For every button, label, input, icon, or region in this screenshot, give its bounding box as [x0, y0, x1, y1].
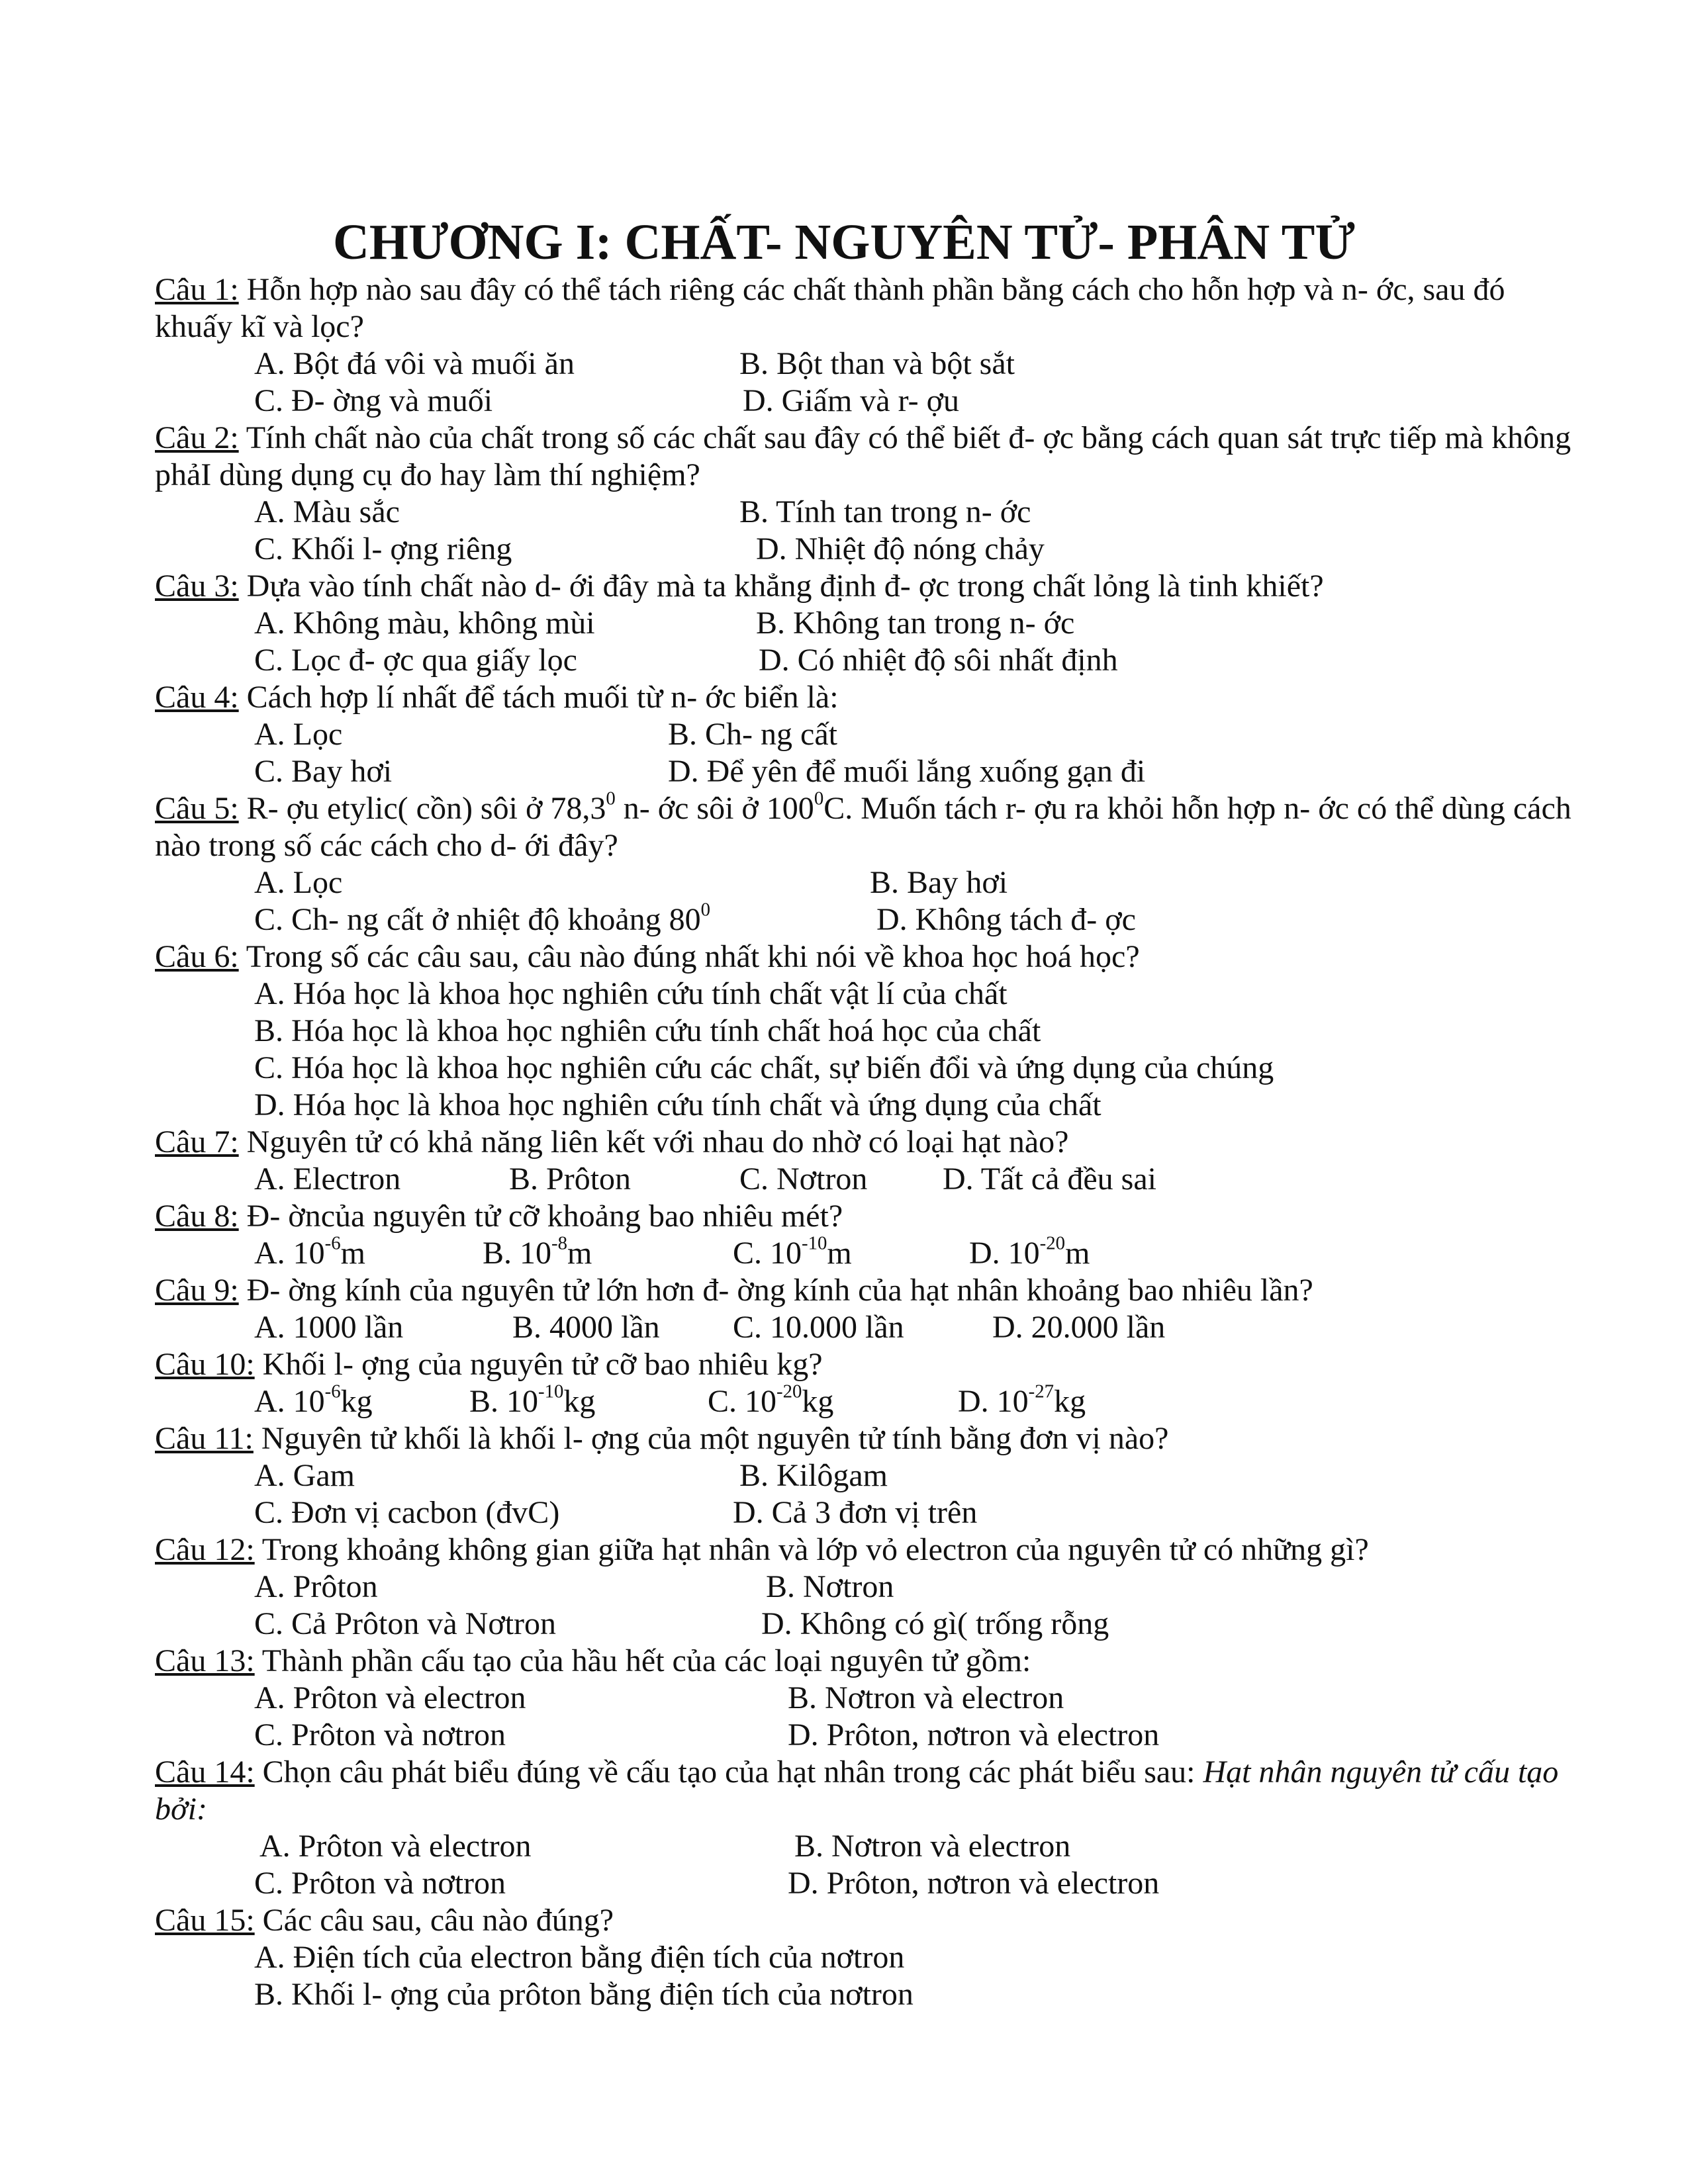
q12-option-c: C. Cả Prôton và Nơtron	[254, 1606, 557, 1641]
q4-option-c: C. Bay hơi	[254, 754, 393, 789]
q8-option-b-exponent: -8	[551, 1232, 568, 1254]
q11-option-d: D. Cả 3 đơn vị trên	[733, 1495, 978, 1530]
q11-option-b: B. Kilôgam	[739, 1458, 888, 1493]
q9-option-a: A. 1000 lần	[254, 1310, 404, 1345]
q15-option-b: B. Khối l- ợng của prôton bằng điện tích của nơtron	[254, 1977, 914, 2012]
q10-option-a	[254, 1383, 373, 1420]
q8-option-c-base: C. 10	[733, 1236, 802, 1271]
q13-option-c: C. Prôton và nơtron	[254, 1717, 506, 1752]
q10-option-c	[708, 1383, 833, 1420]
q10-option-b-unit: kg	[563, 1384, 596, 1419]
question-5-text-a: R- ợu etylic( cồn) sôi ở 78,3	[246, 791, 606, 826]
q9-option-c: C. 10.000 lần	[733, 1310, 904, 1345]
question-1-options-row-2	[155, 383, 1571, 420]
q10-option-c-unit: kg	[802, 1384, 834, 1419]
question-14-text-italic: Hạt nhân nguyên tử cấu tạo bởi:	[155, 1754, 1559, 1827]
question-15	[155, 1902, 1571, 1939]
q7-option-b: B. Prôton	[509, 1161, 632, 1197]
question-3-text: Dựa vào tính chất nào d- ới đây mà ta khẳng định đ- ợc trong chất lỏng là tinh khiết?	[246, 569, 1324, 604]
q8-option-d	[969, 1232, 1090, 1272]
question-7	[155, 1124, 1571, 1161]
q7-option-c: C. Nơtron	[739, 1161, 868, 1197]
question-1-label: Câu 1:	[155, 272, 239, 307]
question-5-sup-a: 0	[606, 788, 616, 809]
q8-option-a-exponent: -6	[324, 1232, 341, 1254]
question-10-options-row	[155, 1383, 1571, 1420]
q4-option-b: B. Ch- ng cất	[668, 717, 837, 752]
question-5-text-b: n- ớc sôi ở 100	[615, 791, 814, 826]
question-11-text: Nguyên tử khối là khối l- ợng của một nguyên tử tính bằng đơn vị nào?	[261, 1421, 1169, 1456]
question-10	[155, 1346, 1571, 1383]
q10-option-a-unit: kg	[340, 1384, 373, 1419]
q3-option-c: C. Lọc đ- ợc qua giấy lọc	[254, 643, 577, 678]
question-5-text-c: C. Muốn tách r- ợu ra khỏi hỗn hợp n- ớc có thể dùng cách nào trong số các cách cho d- ới đây?	[155, 791, 1571, 863]
question-2	[155, 420, 1571, 494]
q8-option-a-unit: m	[340, 1236, 366, 1271]
q2-option-a: A. Màu sắc	[254, 494, 400, 529]
q14-option-d: D. Prôton, nơtron và electron	[788, 1866, 1160, 1901]
q14-option-c: C. Prôton và nơtron	[254, 1866, 506, 1901]
q11-option-c: C. Đơn vị cacbon (đvC)	[254, 1495, 560, 1530]
q5-option-d: D. Không tách đ- ợc	[876, 902, 1136, 937]
question-11-label: Câu 11:	[155, 1421, 254, 1456]
question-5-sup-b: 0	[814, 788, 824, 809]
question-13-options-row-2	[155, 1717, 1571, 1754]
q12-option-b: B. Nơtron	[766, 1569, 894, 1604]
q10-option-b	[469, 1383, 595, 1420]
q4-option-d: D. Để yên để muối lắng xuống gạn đi	[668, 754, 1146, 789]
q15-option-a: A. Điện tích của electron bằng điện tích của nơtron	[254, 1940, 905, 1975]
question-3-options-row-2	[155, 642, 1571, 679]
question-5	[155, 790, 1571, 864]
q2-option-b: B. Tính tan trong n- ớc	[739, 494, 1031, 529]
question-11	[155, 1420, 1571, 1457]
question-14-options-row-1	[155, 1828, 1571, 1865]
question-4-text: Cách hợp lí nhất để tách muối từ n- ớc biển là:	[246, 680, 839, 715]
question-10-label: Câu 10:	[155, 1347, 255, 1382]
q1-option-b: B. Bột than và bột sắt	[739, 346, 1015, 381]
q10-option-d-base: D. 10	[958, 1384, 1029, 1419]
question-3-options-row-1	[155, 605, 1571, 642]
question-5-label: Câu 5:	[155, 791, 239, 826]
q10-option-c-base: C. 10	[708, 1384, 777, 1419]
q13-option-d: D. Prôton, nơtron và electron	[788, 1717, 1160, 1752]
question-15-label: Câu 15:	[155, 1903, 255, 1938]
question-5-options-row-2	[155, 901, 1571, 938]
q8-option-b	[483, 1232, 592, 1272]
q1-option-d: D. Giấm và r- ợu	[743, 383, 959, 418]
q11-option-a: A. Gam	[254, 1458, 355, 1493]
question-4-label: Câu 4:	[155, 680, 239, 715]
question-3	[155, 568, 1571, 605]
question-14	[155, 1754, 1571, 1828]
q1-option-c: C. Đ- ờng và muối	[254, 383, 493, 418]
question-4-options-row-2	[155, 753, 1571, 790]
question-11-options-row-2	[155, 1494, 1571, 1531]
q5-option-c	[254, 901, 710, 938]
q5-option-c-sup: 0	[700, 899, 711, 921]
question-1	[155, 271, 1571, 345]
question-5-options-row-1	[155, 864, 1571, 901]
q6-option-a: A. Hóa học là khoa học nghiên cứu tính chất vật lí của chất	[254, 976, 1008, 1011]
question-14-options-row-2	[155, 1865, 1571, 1902]
question-6-option-a-row	[155, 976, 1571, 1013]
question-12	[155, 1531, 1571, 1569]
question-7-options-row	[155, 1161, 1571, 1198]
q3-option-a: A. Không màu, không mùi	[254, 606, 595, 641]
question-9-options-row	[155, 1309, 1571, 1346]
question-6-option-c-row	[155, 1050, 1571, 1087]
question-7-label: Câu 7:	[155, 1124, 239, 1160]
question-12-options-row-2	[155, 1606, 1571, 1643]
question-7-text: Nguyên tử có khả năng liên kết với nhau do nhờ có loại hạt nào?	[246, 1124, 1069, 1160]
question-9-text: Đ- ờng kính của nguyên tử lớn hơn đ- ờng kính của hạt nhân khoảng bao nhiêu lần?	[246, 1273, 1313, 1308]
q2-option-c: C. Khối l- ợng riêng	[254, 531, 512, 567]
question-2-options-row-2	[155, 531, 1571, 568]
q12-option-a: A. Prôton	[254, 1569, 378, 1604]
q6-option-b: B. Hóa học là khoa học nghiên cứu tính chất hoá học của chất	[254, 1013, 1041, 1048]
question-4-options-row-1	[155, 716, 1571, 753]
question-8-options-row	[155, 1232, 1571, 1272]
q13-option-b: B. Nơtron và electron	[788, 1680, 1064, 1715]
q8-option-c	[733, 1232, 852, 1272]
question-8	[155, 1198, 1571, 1235]
q14-option-a: A. Prôton và electron	[259, 1829, 532, 1864]
question-12-text: Trong khoảng không gian giữa hạt nhân và lớp vỏ electron của nguyên tử có những gì?	[261, 1532, 1369, 1567]
question-1-options-row-1	[155, 345, 1571, 383]
q8-option-c-exponent: -10	[802, 1232, 827, 1254]
question-8-label: Câu 8:	[155, 1199, 239, 1234]
question-6-option-d-row	[155, 1087, 1571, 1124]
question-4	[155, 679, 1571, 716]
q8-option-d-unit: m	[1065, 1236, 1090, 1271]
question-1-text: Hỗn hợp nào sau đây có thể tách riêng các chất thành phần bằng cách cho hỗn hợp và n- ớc, sau đó khuấy kĩ và lọc?	[155, 272, 1505, 344]
q13-option-a: A. Prôton và electron	[254, 1680, 526, 1715]
q8-option-a	[254, 1232, 366, 1272]
q2-option-d: D. Nhiệt độ nóng chảy	[756, 531, 1045, 567]
question-8-text: Đ- ờncủa nguyên tử cỡ khoảng bao nhiêu mét?	[246, 1199, 843, 1234]
question-2-options-row-1	[155, 494, 1571, 531]
question-13	[155, 1643, 1571, 1680]
question-3-label: Câu 3:	[155, 569, 239, 604]
question-14-label: Câu 14:	[155, 1754, 255, 1790]
question-2-text: Tính chất nào của chất trong số các chất sau đây có thể biết đ- ợc bằng cách quan sát trực tiếp mà không phảI dùng dụng cụ đo hay làm thí nghiệm?	[155, 420, 1571, 492]
q7-option-a: A. Electron	[254, 1161, 401, 1197]
q8-option-d-exponent: -20	[1039, 1232, 1066, 1254]
question-12-label: Câu 12:	[155, 1532, 255, 1567]
q5-option-c-text: C. Ch- ng cất ở nhiệt độ khoảng 80	[254, 902, 701, 937]
q5-option-a: A. Lọc	[254, 865, 343, 900]
question-14-text: Chọn câu phát biểu đúng về cấu tạo của hạt nhân trong các phát biểu sau:	[262, 1754, 1203, 1790]
question-15-option-a-row	[155, 1939, 1571, 1976]
question-15-option-b-row	[155, 1976, 1571, 2013]
question-6-option-b-row	[155, 1013, 1571, 1050]
question-6-label: Câu 6:	[155, 939, 239, 974]
question-list	[155, 271, 1571, 2013]
q12-option-d: D. Không có gì( trống rỗng	[761, 1606, 1109, 1641]
q10-option-b-exponent: -10	[538, 1381, 564, 1402]
q14-option-b: B. Nơtron và electron	[794, 1829, 1071, 1864]
q10-option-a-base: A. 10	[254, 1384, 325, 1419]
question-13-options-row-1	[155, 1680, 1571, 1717]
q5-option-b: B. Bay hơi	[870, 865, 1008, 900]
q10-option-a-exponent: -6	[324, 1381, 341, 1402]
question-10-text: Khối l- ợng của nguyên tử cỡ bao nhiêu kg?	[262, 1347, 823, 1382]
q6-option-d: D. Hóa học là khoa học nghiên cứu tính chất và ứng dụng của chất	[254, 1087, 1102, 1122]
question-6	[155, 938, 1571, 976]
q8-option-b-base: B. 10	[483, 1236, 552, 1271]
q10-option-d	[958, 1383, 1086, 1420]
question-13-label: Câu 13:	[155, 1643, 255, 1678]
q1-option-a: A. Bột đá vôi và muối ăn	[254, 346, 575, 381]
q8-option-c-unit: m	[827, 1236, 852, 1271]
question-11-options-row-1	[155, 1457, 1571, 1494]
question-12-options-row-1	[155, 1569, 1571, 1606]
q8-option-b-unit: m	[567, 1236, 592, 1271]
q9-option-b: B. 4000 lần	[512, 1310, 660, 1345]
question-2-label: Câu 2:	[155, 420, 239, 455]
question-6-text: Trong số các câu sau, câu nào đúng nhất khi nói về khoa học hoá học?	[246, 939, 1140, 974]
question-9-label: Câu 9:	[155, 1273, 239, 1308]
question-9	[155, 1272, 1571, 1309]
q3-option-b: B. Không tan trong n- ớc	[756, 606, 1075, 641]
q9-option-d: D. 20.000 lần	[992, 1310, 1166, 1345]
q3-option-d: D. Có nhiệt độ sôi nhất định	[759, 643, 1118, 678]
q10-option-d-unit: kg	[1054, 1384, 1086, 1419]
q7-option-d: D. Tất cả đều sai	[943, 1161, 1156, 1197]
q10-option-d-exponent: -27	[1028, 1381, 1055, 1402]
q10-option-b-base: B. 10	[469, 1384, 539, 1419]
q8-option-a-base: A. 10	[254, 1236, 325, 1271]
q8-option-d-base: D. 10	[969, 1236, 1040, 1271]
question-13-text: Thành phần cấu tạo của hầu hết của các loại nguyên tử gồm:	[261, 1643, 1031, 1678]
page-title: CHƯƠNG I: CHẤT- NGUYÊN TỬ- PHÂN TỬ	[333, 214, 1355, 270]
q4-option-a: A. Lọc	[254, 717, 343, 752]
question-15-text: Các câu sau, câu nào đúng?	[262, 1903, 614, 1938]
q10-option-c-exponent: -20	[776, 1381, 802, 1402]
q6-option-c: C. Hóa học là khoa học nghiên cứu các chất, sự biến đổi và ứng dụng của chúng	[254, 1050, 1274, 1085]
